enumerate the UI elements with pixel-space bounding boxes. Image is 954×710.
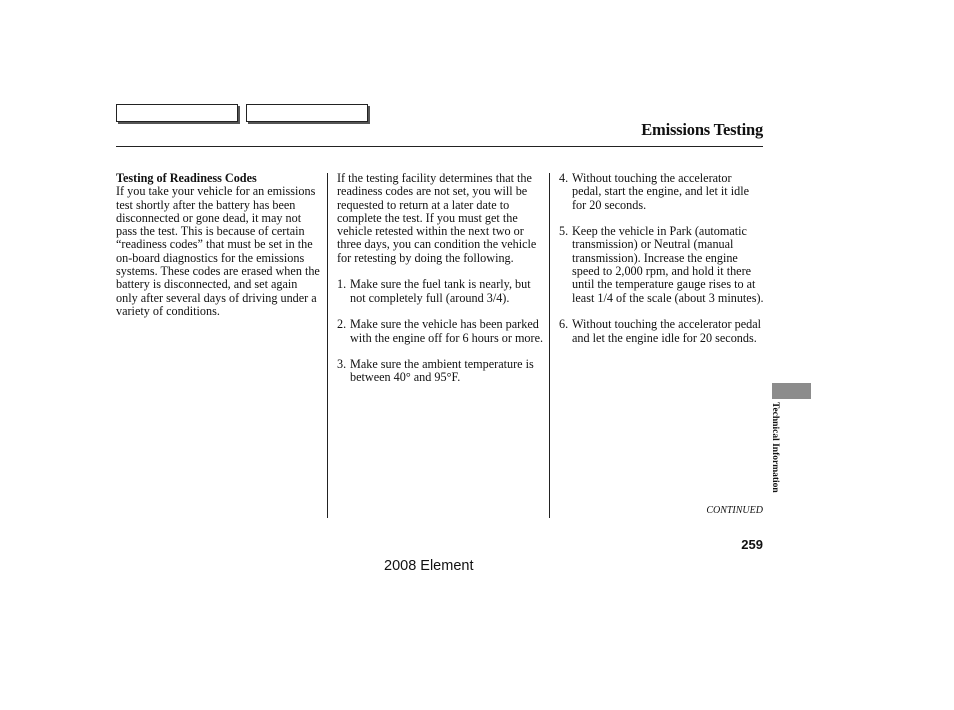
- step-item: [337, 358, 544, 385]
- header-rule: [116, 146, 763, 147]
- step-text: Without touching the accelerator pedal, start the engine, and let it idle for 20 seconds.: [572, 171, 749, 212]
- step-number: 6.: [559, 317, 569, 332]
- footer-model: 2008 Element: [384, 558, 474, 574]
- step-number: 3.: [337, 357, 347, 372]
- step-item: [337, 278, 544, 305]
- step-item: [559, 318, 764, 345]
- step-item: [559, 172, 764, 212]
- nav-box-2[interactable]: [246, 104, 368, 122]
- intro-paragraph: If the testing facility determines that the readiness codes are not set, you will be requested to return at a later date to complete the test. If you must get the vehicle retested within the next two or three days, you can condition the vehicle for retesting by doing the following.: [337, 171, 537, 265]
- section-heading: Testing of Readiness Codes: [116, 171, 257, 185]
- column-1: [116, 172, 321, 318]
- step-item: [337, 318, 544, 345]
- step-text: Make sure the ambient temperature is between 40° and 95°F.: [350, 357, 534, 385]
- step-number: 2.: [337, 317, 347, 332]
- step-text: Make sure the vehicle has been parked with the engine off for 6 hours or more.: [350, 317, 544, 345]
- step-item: [559, 225, 764, 305]
- section-tab-label: Technical Information: [770, 402, 780, 493]
- step-text: Keep the vehicle in Park (automatic transmission) or Neutral (manual transmission). Increase the engine speed to 2,000 rpm, and hold it there until the temperature gauge rises to at least 1/4 of the scale (about 3 minutes).: [572, 224, 764, 305]
- page-title: Emissions Testing: [641, 120, 763, 139]
- step-number: 5.: [559, 224, 569, 239]
- continued-note: CONTINUED: [706, 505, 763, 516]
- column-divider-2: [549, 173, 550, 518]
- column-divider-1: [327, 173, 328, 518]
- step-number: 4.: [559, 171, 569, 185]
- section-body: If you take your vehicle for an emissions test shortly after the battery has been disconnected or gone dead, it may not pass the test. This is because of certain “readiness codes” that must be set in the on-board diagnostics for the emissions systems. These codes are erased when the battery is disconnected, and set again only after several days of driving under a variety of conditions.: [116, 184, 320, 318]
- section-tab[interactable]: [772, 383, 811, 399]
- column-3: [559, 172, 764, 358]
- step-text: Make sure the fuel tank is nearly, but not completely full (around 3/4).: [350, 277, 531, 305]
- page-number: 259: [741, 537, 763, 552]
- column-2: [337, 172, 544, 398]
- nav-box-1[interactable]: [116, 104, 238, 122]
- step-text: Without touching the accelerator pedal and let the engine idle for 20 seconds.: [572, 317, 762, 345]
- step-number: 1.: [337, 277, 347, 292]
